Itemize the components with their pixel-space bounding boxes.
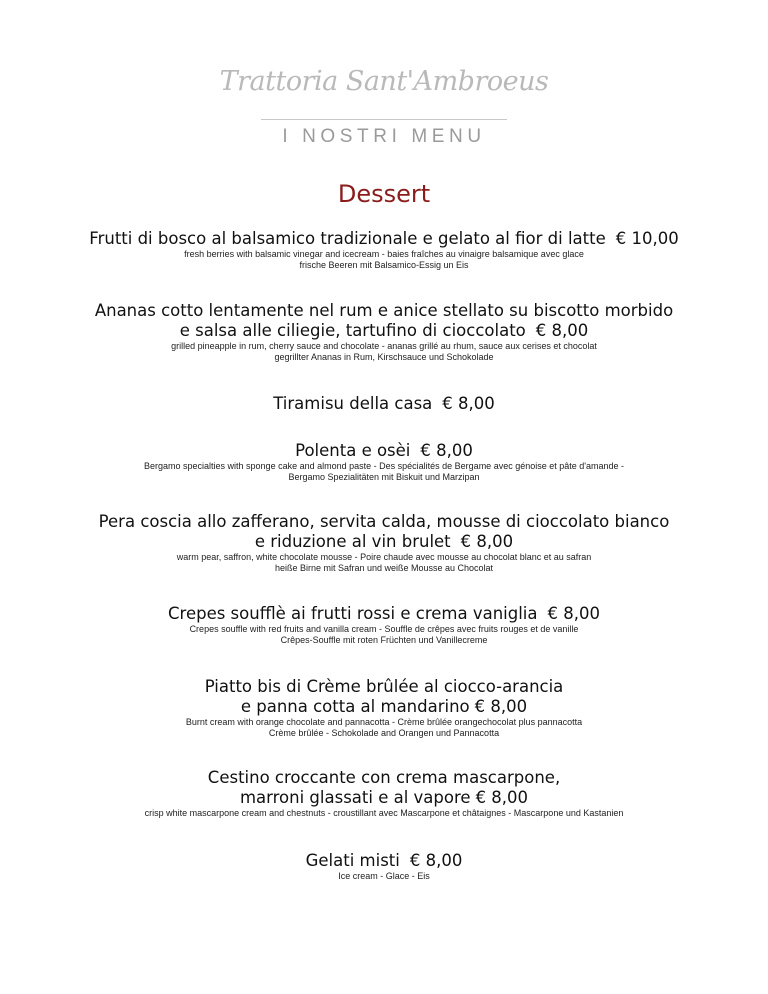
- menu-item: [0, 229, 768, 271]
- item-name: Piatto bis di Crème brûlée al ciocco-arancia: [204, 677, 564, 696]
- item-name: e panna cotta al mandarino € 8,00: [240, 697, 528, 716]
- item-price: € 8,00: [460, 532, 514, 551]
- item-name: Ananas cotto lentamente nel rum e anice stellato su biscotto morbido: [94, 301, 674, 320]
- item-price: € 8,00: [547, 604, 600, 623]
- item-name: Polenta e osèi € 8,00: [295, 441, 473, 460]
- menu-item: [0, 851, 768, 882]
- item-price: € 8,00: [535, 321, 589, 340]
- item-name: Pera coscia allo zafferano, servita calda, mousse di cioccolato bianco: [98, 512, 670, 531]
- item-description: fresh berries with balsamic vinegar and icecream - baies fraîches au vinaigre balsamique avec glace: [184, 249, 584, 259]
- item-name: Frutti di bosco al balsamico tradizionale e gelato al fior di latte € 10,00: [89, 229, 679, 248]
- menu-item: [0, 768, 768, 819]
- item-description: grilled pineapple in rum, cherry sauce and chocolate - ananas grillé au rhum, sauce aux cerises et chocolat: [171, 341, 597, 351]
- menu-item: [0, 604, 768, 646]
- menu-item: [0, 301, 768, 363]
- item-name: marroni glassati e al vapore € 8,00: [239, 788, 529, 807]
- item-description: Ice cream - Glace - Eis: [338, 871, 430, 881]
- item-description: crisp white mascarpone cream and chestnuts - croustillant avec Mascarpone et châtaignes - Mascarpone und Kastanien: [144, 808, 624, 818]
- item-description: heiße Birne mit Safran und weiße Mousse au Chocolat: [274, 563, 494, 573]
- item-description: warm pear, saffron, white chocolate mousse - Poire chaude avec mousse au chocolat blanc et au safran: [176, 552, 592, 562]
- item-description: frische Beeren mit Balsamico-Essig un Eis: [299, 260, 469, 270]
- section-title: Dessert: [337, 180, 431, 208]
- item-description: Crepes souffle with red fruits and vanilla cream - Souffle de crêpes avec fruits rouges et de vanille: [189, 624, 579, 634]
- item-description: Crème brûlée - Schokolade and Orangen und Pannacotta: [268, 728, 500, 738]
- menu-item: [0, 441, 768, 483]
- item-description: Crêpes-Souffle mit roten Früchten und Vanillecreme: [280, 635, 488, 645]
- item-description: Bergamo Spezialitäten mit Biskuit und Marzipan: [288, 472, 480, 482]
- restaurant-logo: Trattoria Sant'Ambroeus: [219, 66, 549, 97]
- menu-header: [0, 62, 768, 148]
- menu-item: [0, 677, 768, 739]
- item-description: Burnt cream with orange chocolate and pannacotta - Crème brûlée orangechocolat plus pannacotta: [185, 717, 583, 727]
- item-name: Tiramisu della casa € 8,00: [273, 394, 495, 413]
- item-name: Cestino croccante con crema mascarpone,: [207, 768, 561, 787]
- menu-item: [0, 394, 768, 414]
- menu-item: [0, 512, 768, 574]
- item-description: gegrillter Ananas in Rum, Kirschsauce und Schokolade: [274, 352, 494, 362]
- header-divider: [261, 119, 507, 120]
- item-description: Bergamo specialties with sponge cake and almond paste - Des spécialités de Bergame avec génoise et pâte d'amande -: [144, 461, 624, 471]
- item-price: € 8,00: [409, 851, 463, 870]
- item-name: e salsa alle ciliegie, tartufino di cioccolato € 8,00: [179, 321, 589, 340]
- menu-subtitle: I NOSTRI MENU: [282, 126, 486, 147]
- item-name: Gelati misti € 8,00: [305, 851, 463, 870]
- item-price: € 10,00: [615, 229, 679, 248]
- item-price: € 8,00: [420, 441, 473, 460]
- item-price: € 8,00: [442, 394, 495, 413]
- item-name: Crepes soufflè ai frutti rossi e crema vaniglia € 8,00: [168, 604, 600, 623]
- item-name: e riduzione al vin brulet € 8,00: [254, 532, 514, 551]
- item-price: € 8,00: [474, 697, 528, 716]
- item-price: € 8,00: [475, 788, 529, 807]
